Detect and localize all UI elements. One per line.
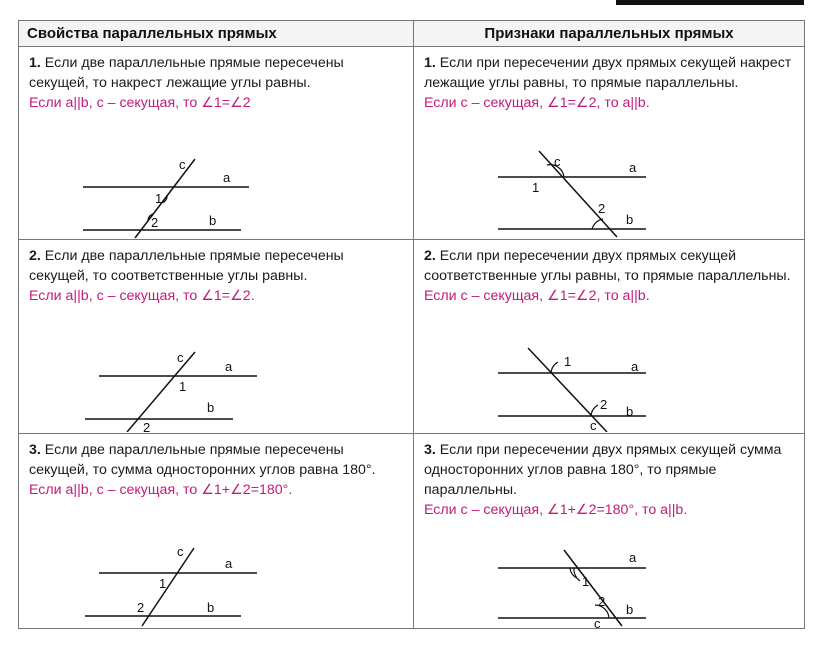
label-angle-2: 2 [151,215,159,230]
criterion-condition: Если c – секущая, ∠1=∠2, то a||b. [424,288,650,304]
label-a: a [631,359,639,374]
label-a: a [629,550,637,565]
criterion-number: 3. [424,442,436,458]
top-edge-bar [616,0,804,5]
transversal-c [135,159,195,238]
criterion-cell-3 [414,434,805,629]
label-c: c [177,544,184,559]
header-row [19,21,805,47]
label-angle-1: 1 [564,354,572,369]
label-angle-1: 1 [582,574,590,589]
label-b: b [207,400,215,415]
property-condition: Если a||b, c – секущая, то ∠1=∠2. [29,288,255,304]
figure-alternate-angles-criterion [414,147,805,239]
property-cell-2 [19,240,414,434]
transversal-c [564,550,622,626]
angle-arc-1 [551,362,558,373]
label-a: a [629,160,637,175]
transversal-c [539,151,617,237]
property-condition: Если a||b, c – секущая, то ∠1=∠2 [29,95,251,111]
criterion-text: Если при пересечении двух прямых секущей накрест лежащие углы равны, то прямые параллельны. [424,55,792,91]
property-number: 2. [29,248,41,264]
criterion-condition: Если c – секущая, ∠1+∠2=180°, то a||b. [424,502,688,518]
table-row [19,240,805,434]
figure-alternate-angles-property [19,155,414,239]
label-angle-1: 1 [179,379,187,394]
label-c: c [179,157,186,172]
criterion-text: Если при пересечении двух прямых секущей сумма односторонних углов равна 180°, то прямые параллельны. [424,442,782,498]
header-properties: Свойства параллельных прямых [19,21,414,47]
transversal-c [142,548,194,626]
label-angle-1: 1 [532,180,540,195]
criterion-condition: Если c – секущая, ∠1=∠2, то a||b. [424,95,650,111]
figure-corresponding-angles-property [19,346,414,432]
label-b: b [626,602,634,617]
label-angle-2: 2 [143,420,151,432]
property-text: Если две параллельные прямые пересечены секущей, то сумма односторонних углов равна 180°. [29,442,376,478]
criterion-number: 2. [424,248,436,264]
header-criteria: Признаки параллельных прямых [414,21,805,47]
property-number: 3. [29,442,41,458]
label-angle-2: 2 [137,600,145,615]
label-b: b [626,212,634,227]
label-c: c [594,616,601,628]
property-condition: Если a||b, c – секущая, то ∠1+∠2=180°. [29,482,293,498]
angle-arc-2 [591,405,598,416]
label-b: b [209,213,217,228]
label-angle-1: 1 [155,191,163,206]
criterion-cell-1 [414,47,805,240]
label-angle-2: 2 [598,594,606,609]
figure-corresponding-angles-criterion [414,340,805,432]
property-number: 1. [29,55,41,71]
label-c: c [177,350,184,365]
label-c: c [554,154,561,169]
property-cell-1 [19,47,414,240]
figure-co-interior-angles-criterion [414,534,805,628]
criterion-number: 1. [424,55,436,71]
label-a: a [225,556,233,571]
label-a: a [225,359,233,374]
label-angle-1: 1 [159,576,167,591]
figure-co-interior-angles-property [19,540,414,628]
property-cell-3 [19,434,414,629]
label-a: a [223,170,231,185]
criterion-text: Если при пересечении двух прямых секущей соответственные углы равны, то прямые параллельны. [424,248,791,284]
table-row [19,47,805,240]
parallel-lines-table [18,20,805,629]
table-row [19,434,805,629]
criterion-cell-2 [414,240,805,434]
label-c: c [590,418,597,432]
label-b: b [207,600,215,615]
property-text: Если две параллельные прямые пересечены секущей, то накрест лежащие углы равны. [29,55,344,91]
label-b: b [626,404,634,419]
label-angle-2: 2 [600,397,608,412]
property-text: Если две параллельные прямые пересечены секущей, то соответственные углы равны. [29,248,344,284]
label-angle-2: 2 [598,201,606,216]
